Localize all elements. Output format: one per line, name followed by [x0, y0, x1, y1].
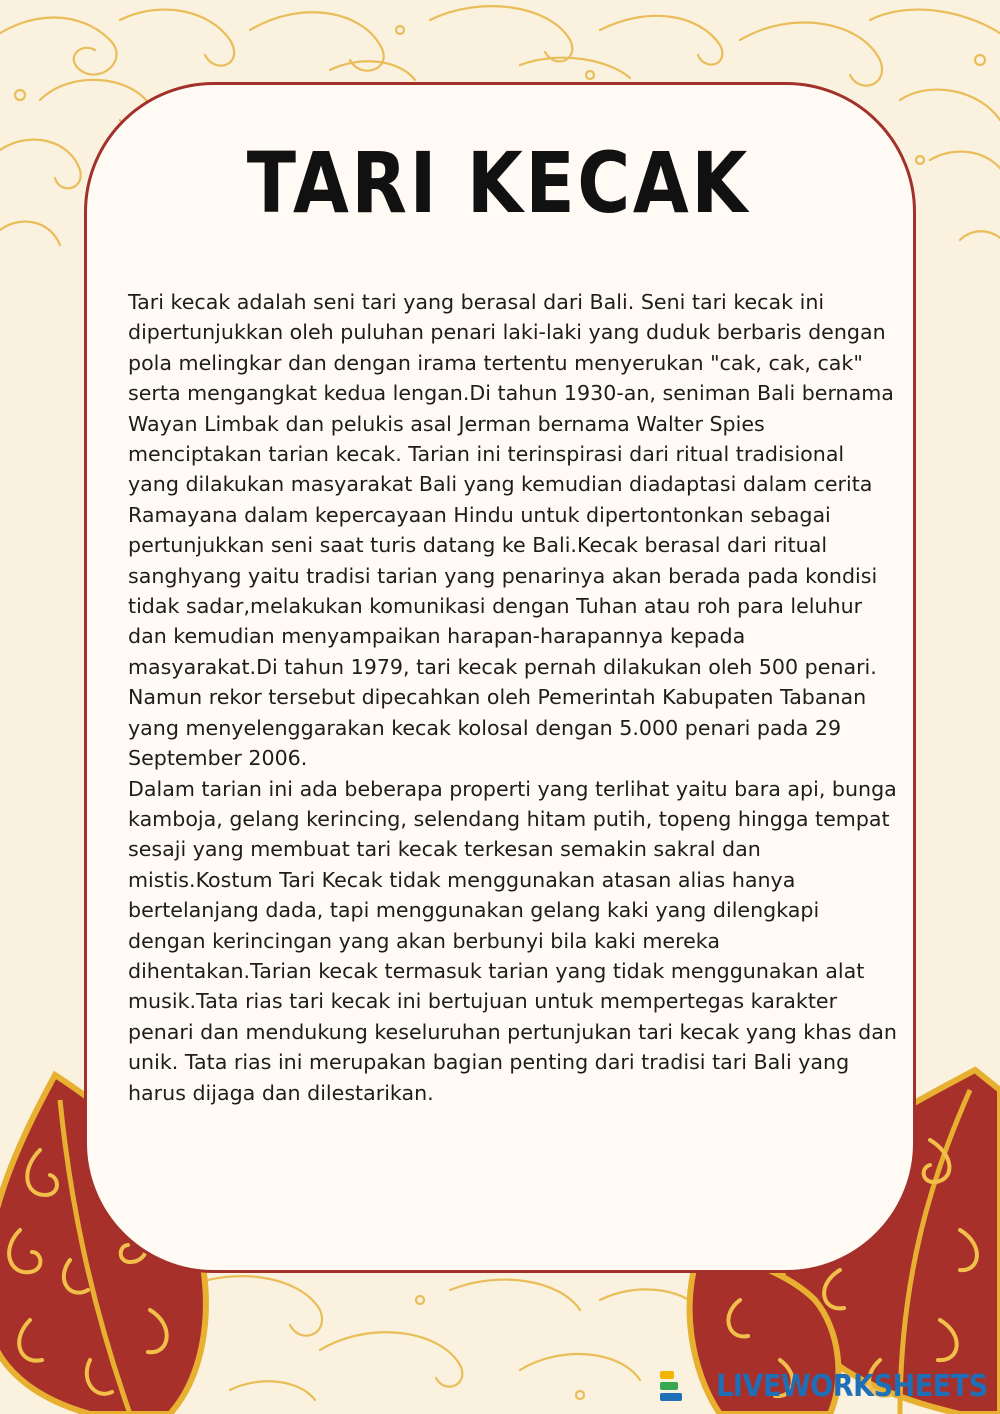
liveworksheets-watermark[interactable] [660, 1368, 988, 1404]
watermark-text: LIVEWORKSHEETS [716, 1368, 988, 1404]
paragraph-1: Tari kecak adalah seni tari yang berasal dari Bali. Seni tari kecak ini dipertunjukkan oleh puluhan penari laki-laki yang duduk berbaris dengan pola melingkar dan dengan irama tertentu menyerukan "cak, cak, cak" serta mengangkat kedua lengan.Di tahun 1930-an, seniman Bali bernama Wayan Limbak dan pelukis asal Jerman bernama Walter Spies menciptakan tarian kecak. Tarian ini terinspirasi dari ritual tradisional yang dilakukan masyarakat Bali yang kemudian diadaptasi dalam cerita Ramayana dalam kepercayaan Hindu untuk dipertontonkan sebagai pertunjukkan seni saat turis datang ke Bali.Kecak berasal dari ritual sanghyang yaitu tradisi tarian yang penarinya akan berada pada kondisi tidak sadar,melakukan komunikasi dengan Tuhan atau roh para leluhur dan kemudian menyampaikan harapan-harapannya kepada masyarakat.Di tahun 1979, tari kecak pernah dilakukan oleh 500 penari. Namun rekor tersebut dipecahkan oleh Pemerintah Kabupaten Tabanan yang menyelenggarakan kecak kolosal dengan 5.000 penari pada 29 September 2006. [128, 290, 894, 771]
article-body [128, 287, 898, 1108]
page-title: TARI KECAK [246, 134, 750, 232]
liveworksheets-logo-icon [660, 1371, 682, 1401]
paragraph-2: Dalam tarian ini ada beberapa properti yang terlihat yaitu bara api, bunga kamboja, gelang kerincing, selendang hitam putih, topeng hingga tempat sesaji yang membuat tari kecak terkesan semakin sakral dan mistis.Kostum Tari Kecak tidak menggunakan atasan alias hanya bertelanjang dada, tapi menggunakan gelang kaki yang dilengkapi dengan kerincingan yang akan berbunyi bila kaki mereka dihentakan.Tarian kecak termasuk tarian yang tidak menggunakan alat musik.Tata rias tari kecak ini bertujuan untuk mempertegas karakter penari dan mendukung keseluruhan pertunjukan tari kecak yang khas dan unik. Tata rias ini merupakan bagian penting dari tradisi tari Bali yang harus dijaga dan dilestarikan. [128, 776, 897, 1105]
